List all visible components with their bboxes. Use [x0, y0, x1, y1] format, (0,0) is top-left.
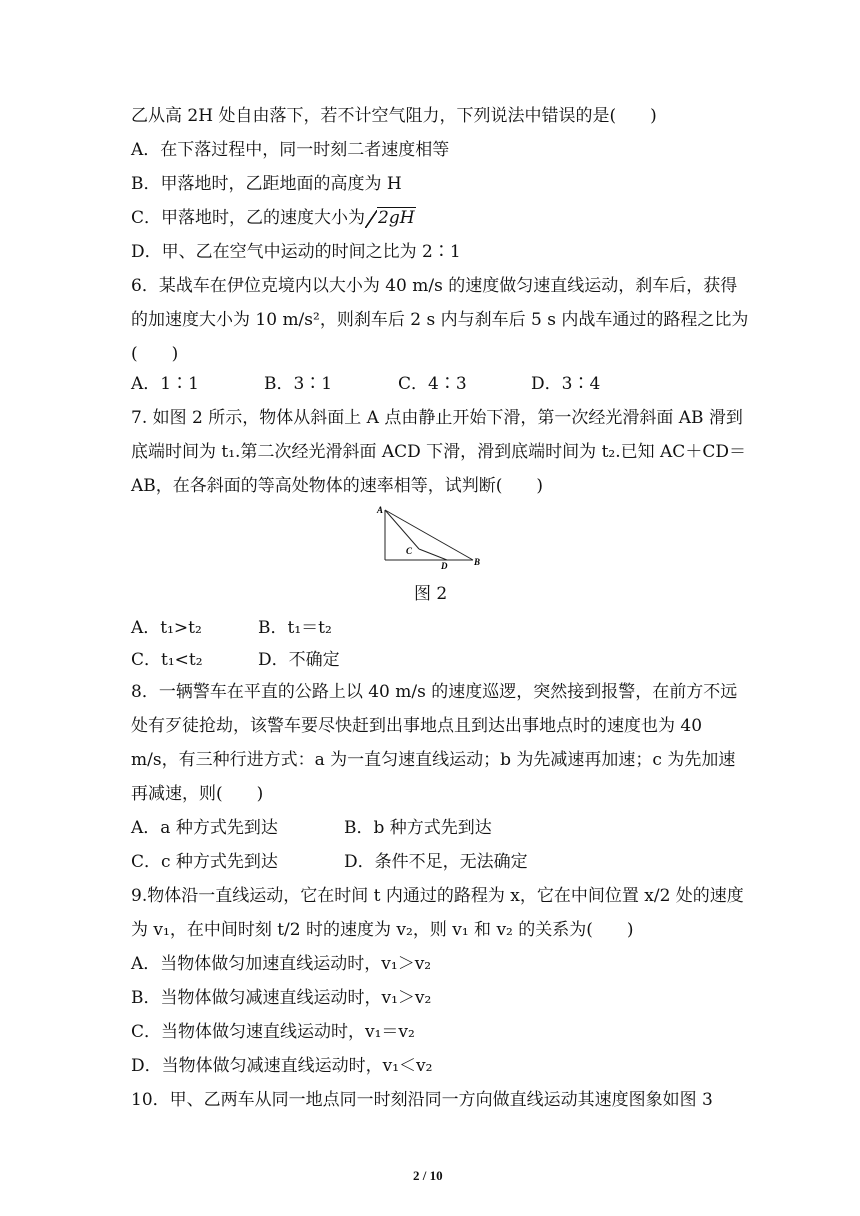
- question-9-line-2: 为 v₁，在中间时刻 t/2 时的速度为 v₂，则 v₁ 和 v₂ 的关系为( ): [131, 920, 634, 940]
- question-6-line-3: ( ): [131, 344, 179, 364]
- figure-caption: 图 2: [414, 584, 448, 604]
- q6-option-b: B．3∶1: [264, 374, 333, 394]
- option-b: B．甲落地时，乙距地面的高度为 H: [131, 174, 402, 194]
- q9-option-b: B．当物体做匀减速直线运动时，v₁＞v₂: [131, 988, 432, 1008]
- q7-option-b: B．t₁＝t₂: [258, 618, 332, 638]
- question-9-line-1: 9.物体沿一直线运动，它在时间 t 内通过的路程为 x，它在中间位置 x/2 处的速度: [131, 886, 744, 906]
- question-8-line-1: 8．一辆警车在平直的公路上以 40 m/s 的速度巡逻，突然接到报警，在前方不远: [131, 682, 738, 702]
- q6-option-a: A．1∶1: [131, 374, 199, 394]
- option-a: A．在下落过程中，同一时刻二者速度相等: [131, 140, 450, 160]
- q8-option-d: D．条件不足，无法确定: [344, 852, 528, 872]
- q9-option-d: D．当物体做匀减速直线运动时，v₁＜v₂: [131, 1056, 433, 1076]
- option-c-text: C．甲落地时，乙的速度大小为: [131, 208, 366, 228]
- q6-option-d: D．3∶4: [531, 374, 601, 394]
- question-8-line-2: 处有歹徒抢劫，该警车要尽快赶到出事地点且到达出事地点时的速度也为 40: [131, 716, 703, 736]
- question-8-line-3: m/s，有三种行进方式：a 为一直匀速直线运动；b 为先减速再加速；c 为先加速: [131, 750, 736, 770]
- page-number: 2 / 10: [413, 1168, 443, 1183]
- q6-option-c: C．4∶3: [398, 374, 467, 394]
- figure-incline-cd: [419, 549, 447, 560]
- sqrt-expression: 2gH: [365, 206, 416, 230]
- q8-option-a: A．a 种方式先到达: [131, 818, 278, 838]
- question-10-line-1: 10．甲、乙两车从同一地点同一时刻沿同一方向做直线运动其速度图象如图 3: [131, 1090, 713, 1110]
- question-8-line-4: 再减速，则( ): [131, 784, 264, 804]
- q7-option-d: D．不确定: [258, 650, 340, 670]
- figure-label-c: C: [406, 546, 413, 556]
- text-line: 乙从高 2H 处自由落下，若不计空气阻力，下列说法中错误的是( ): [131, 106, 657, 126]
- question-6-line-2: 的加速度大小为 10 m/s²，则刹车后 2 s 内与刹车后 5 s 内战车通过的路程之比为: [131, 310, 749, 330]
- question-7-line-3: AB，在各斜面的等高处物体的速率相等，试判断( ): [131, 476, 544, 496]
- q9-option-a: A．当物体做匀加速直线运动时，v₁＞v₂: [131, 954, 432, 974]
- q7-option-a: A．t₁>t₂: [131, 618, 202, 638]
- q8-option-c: C．c 种方式先到达: [131, 852, 278, 872]
- figure-label-d: D: [441, 561, 448, 569]
- figure-incline-ac: [385, 510, 419, 549]
- incline-figure: [375, 503, 487, 569]
- figure-label-b: B: [474, 557, 481, 567]
- q9-option-c: C．当物体做匀速直线运动时，v₁＝v₂: [131, 1022, 415, 1042]
- option-d: D．甲、乙在空气中运动的时间之比为 2∶1: [131, 242, 461, 262]
- question-7-line-1: 7. 如图 2 所示，物体从斜面上 A 点由静止开始下滑，第一次经光滑斜面 AB 滑到: [131, 408, 743, 428]
- option-c: [131, 206, 416, 230]
- figure-label-a: A: [377, 505, 384, 515]
- q7-option-c: C．t₁<t₂: [131, 650, 203, 670]
- question-6-line-1: 6．某战车在伊位克境内以大小为 40 m/s 的速度做匀速直线运动，刹车后，获得: [131, 276, 738, 296]
- q8-option-b: B．b 种方式先到达: [344, 818, 492, 838]
- question-7-line-2: 底端时间为 t₁.第二次经光滑斜面 ACD 下滑，滑到底端时间为 t₂.已知 AC＋CD＝: [131, 442, 746, 462]
